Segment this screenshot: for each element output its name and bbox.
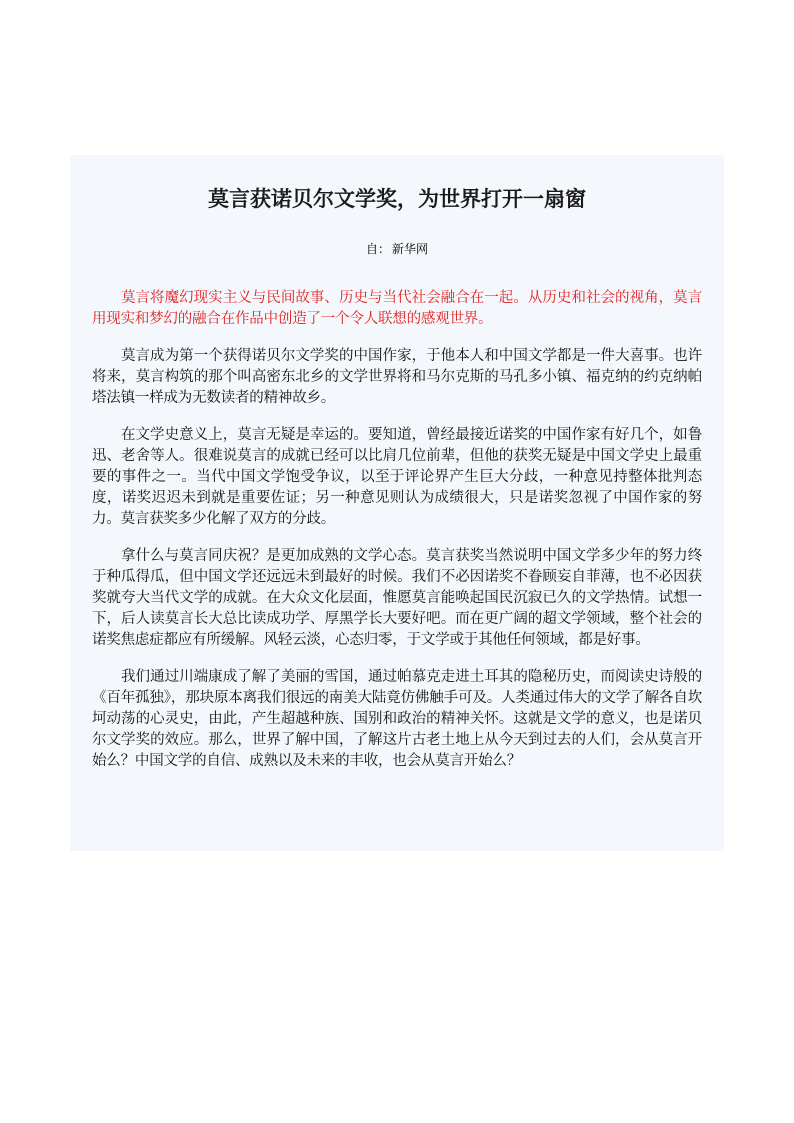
source-label: 自： <box>365 242 390 256</box>
source-name: 新华网 <box>392 242 429 256</box>
body-paragraph: 我们通过川端康成了解了美丽的雪国，通过帕慕克走进土耳其的隐秘历史，而阅读史诗般的《百年孤独》，那块原本离我们很远的南美大陆竟仿佛触手可及。人类通过伟大的文学了解各自坎坷动荡的心灵史，由此，产生超越种族、国别和政治的精神关怀。这就是文学的意义，也是诺贝尔文学奖的效应。那么，世界了解中国，了解这片古老土地上从今天到过去的人们，会从莫言开始么？中国文学的自信、成熟以及未来的丰收，也会从莫言开始么？ <box>92 669 702 769</box>
body-paragraph: 莫言成为第一个获得诺贝尔文学奖的中国作家，于他本人和中国文学都是一件大喜事。也许将来，莫言构筑的那个叫高密东北乡的文学世界将和马尔克斯的马孔多小镇、福克纳的约克纳帕塔法镇一样成为无数读者的精神故乡。 <box>92 348 702 406</box>
article-source <box>92 240 702 258</box>
lead-paragraph: 莫言将魔幻现实主义与民间故事、历史与当代社会融合在一起。从历史和社会的视角，莫言用现实和梦幻的融合在作品中创造了一个令人联想的感观世界。 <box>92 290 702 327</box>
article-panel <box>70 155 724 851</box>
body-paragraph: 在文学史意义上，莫言无疑是幸运的。要知道，曾经最接近诺奖的中国作家有好几个，如鲁迅、老舍等人。很难说莫言的成就已经可以比肩几位前辈，但他的获奖无疑是中国文学史上最重要的事件之一。当代中国文学饱受争议，以至于评论界产生巨大分歧，一种意见持整体批判态度，诺奖迟迟未到就是重要佐证；另一种意见则认为成绩很大，只是诺奖忽视了中国作家的努力。莫言获奖多少化解了双方的分歧。 <box>92 427 702 527</box>
body-paragraph: 拿什么与莫言同庆祝？是更加成熟的文学心态。莫言获奖当然说明中国文学多少年的努力终于种瓜得瓜，但中国文学还远远未到最好的时候。我们不必因诺奖不眷顾妄自菲薄，也不必因获奖就夸大当代文学的成就。在大众文化层面，惟愿莫言能唤起国民沉寂已久的文学热情。试想一下，后人读莫言长大总比读成功学、厚黑学长大要好吧。而在更广阔的超文学领域，整个社会的诺奖焦虑症都应有所缓解。风轻云淡，心态归零，于文学或于其他任何领域，都是好事。 <box>92 548 702 648</box>
article-body <box>92 288 702 772</box>
article-title: 莫言获诺贝尔文学奖，为世界打开一扇窗 <box>208 186 586 211</box>
